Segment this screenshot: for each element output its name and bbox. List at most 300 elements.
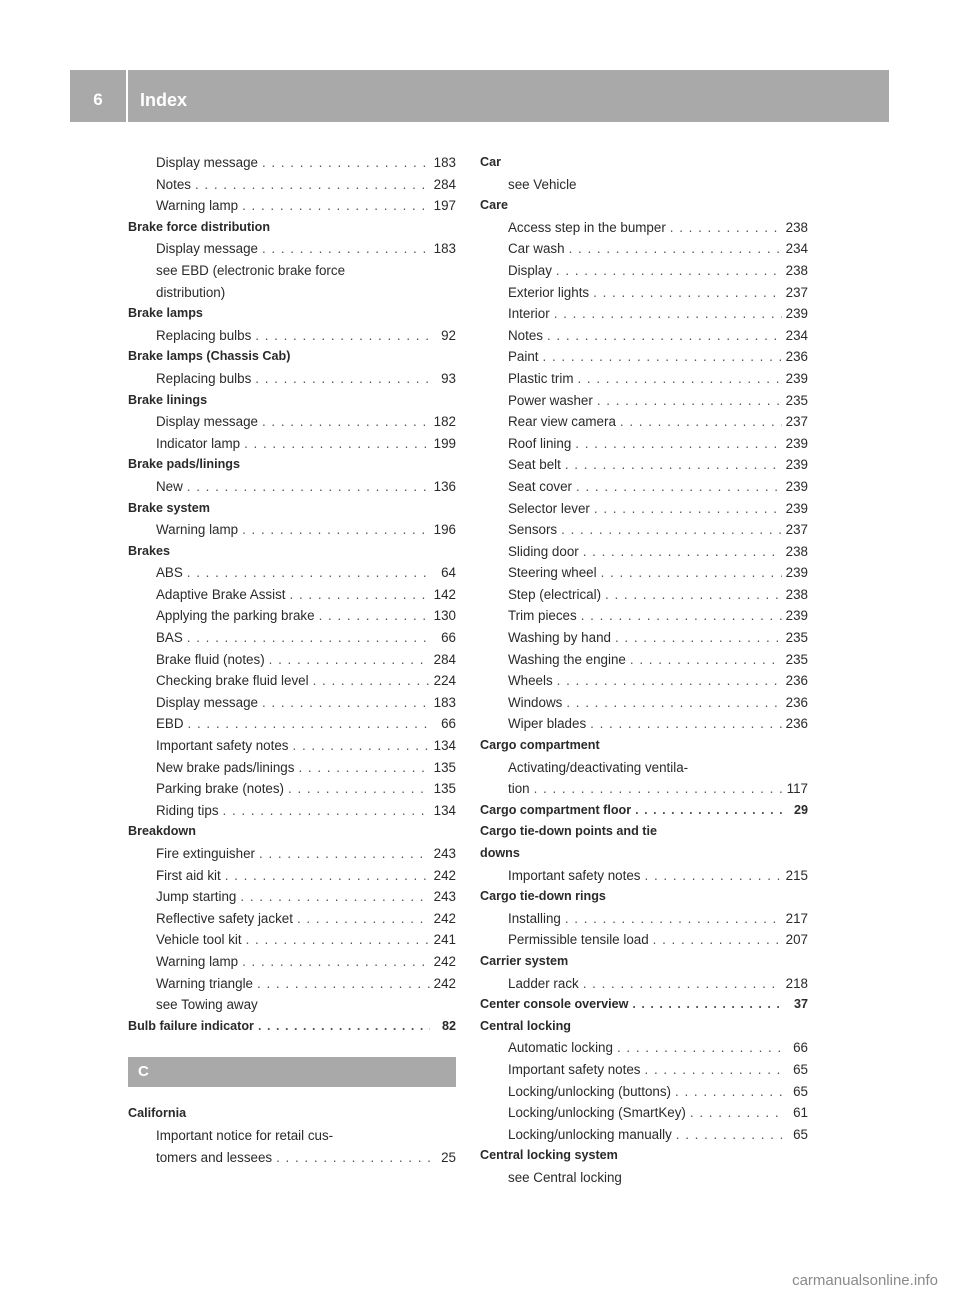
index-entry	[480, 411, 808, 433]
entry-page-number: 66	[441, 630, 456, 646]
entry-page-number: 66	[793, 1040, 808, 1056]
index-entry	[128, 649, 456, 671]
leader-dots	[257, 973, 430, 995]
leader-dots	[187, 562, 430, 584]
entry-label: Important safety notes	[508, 1061, 641, 1077]
entry-label: Display message	[156, 155, 258, 170]
entry-label: Warning triangle	[156, 975, 254, 991]
entry-page-number: 238	[785, 219, 808, 235]
entry-page-number: 135	[433, 781, 456, 797]
leader-dots	[298, 757, 429, 779]
leader-dots	[290, 584, 430, 606]
entry-label: Display message	[156, 694, 258, 710]
index-heading	[480, 152, 808, 174]
entry-page-number: 65	[793, 1083, 808, 1099]
leader-dots	[593, 282, 782, 304]
index-entry	[480, 519, 808, 541]
leader-dots	[635, 800, 782, 822]
entry-label: Display	[508, 262, 552, 278]
watermark: carmanualsonline.info	[792, 1272, 938, 1289]
entry-page-number: 207	[785, 932, 808, 948]
entry-page-number: 239	[785, 565, 808, 581]
leader-dots	[244, 433, 430, 455]
entry-page-number: 239	[785, 457, 808, 473]
index-heading	[480, 994, 808, 1016]
index-entry	[128, 757, 456, 779]
index-entry	[480, 238, 808, 260]
entry-page-number: 239	[785, 478, 808, 494]
entry-page-number: 183	[433, 694, 456, 710]
entry-label: Windows	[508, 694, 563, 710]
entry-label: Central locking	[480, 1018, 571, 1033]
entry-page-number: 93	[441, 370, 456, 386]
entry-label: Vehicle tool kit	[156, 932, 242, 948]
entry-label: Riding tips	[156, 802, 219, 818]
index-entry	[480, 346, 808, 368]
leader-dots	[583, 973, 782, 995]
page-number: 6	[70, 70, 128, 122]
index-entry	[480, 433, 808, 455]
entry-page-number: 239	[785, 608, 808, 624]
entry-page-number: 197	[433, 198, 456, 214]
entry-page-number: 183	[433, 155, 456, 170]
entry-page-number: 65	[793, 1061, 808, 1077]
entry-page-number: 66	[441, 716, 456, 732]
entry-label: First aid kit	[156, 867, 221, 883]
index-entry	[128, 670, 456, 692]
leader-dots	[645, 1059, 783, 1081]
entry-label: distribution)	[156, 284, 226, 300]
entry-label: Brake lamps (Chassis Cab)	[128, 349, 291, 364]
entry-label: Sensors	[508, 522, 558, 538]
index-heading	[480, 1016, 808, 1038]
index-heading	[480, 821, 808, 843]
index-entry	[128, 778, 456, 800]
leader-dots	[581, 605, 782, 627]
entry-label: California	[128, 1106, 187, 1121]
entry-label: Notes	[508, 327, 543, 343]
leader-dots	[557, 670, 782, 692]
entry-label: see Towing away	[156, 997, 258, 1013]
leader-dots	[223, 800, 430, 822]
entry-page-number: 134	[433, 738, 456, 754]
entry-page-number: 182	[433, 414, 456, 430]
entry-page-number: 243	[433, 846, 456, 861]
entry-label: Locking/unlocking (SmartKey)	[508, 1105, 686, 1121]
leader-dots	[620, 411, 782, 433]
index-heading	[480, 951, 808, 973]
entry-label: tion	[508, 781, 530, 797]
leader-dots	[577, 368, 781, 390]
entry-label: Bulb failure indicator	[128, 1018, 254, 1033]
entry-page-number: 215	[785, 867, 808, 883]
entry-page-number: 217	[785, 910, 808, 926]
index-entry	[128, 433, 456, 455]
leader-dots	[225, 865, 430, 887]
index-heading	[128, 1016, 456, 1038]
entry-page-number: 238	[785, 543, 808, 559]
index-entry	[480, 1059, 808, 1081]
index-entry	[128, 195, 456, 217]
index-entry	[480, 865, 808, 887]
leader-dots	[543, 346, 782, 368]
index-entry	[480, 778, 808, 800]
entry-label: Car	[480, 155, 501, 169]
leader-dots	[566, 692, 781, 714]
index-entry	[480, 282, 808, 304]
entry-label: see EBD (electronic brake force	[156, 262, 346, 278]
entry-page-number: 218	[785, 975, 808, 991]
entry-label: Replacing bulbs	[156, 327, 252, 343]
index-heading	[128, 346, 456, 368]
leader-dots	[319, 605, 430, 627]
leader-dots	[242, 951, 430, 973]
index-heading	[128, 303, 456, 325]
index-entry	[480, 368, 808, 390]
entry-label: Trim pieces	[508, 608, 577, 624]
index-entry	[128, 368, 456, 390]
index-entry	[128, 325, 456, 347]
leader-dots	[242, 195, 430, 217]
entry-label: Checking brake fluid level	[156, 673, 309, 689]
entry-label: Jump starting	[156, 889, 237, 905]
index-heading	[480, 886, 808, 908]
entry-label: Plastic trim	[508, 370, 574, 386]
entry-label: Important notice for retail cus-	[156, 1127, 334, 1143]
index-entry	[480, 217, 808, 239]
index-entry	[128, 865, 456, 887]
entry-page-number: 243	[433, 889, 456, 905]
leader-dots	[255, 368, 430, 390]
index-entry	[128, 174, 456, 196]
leader-dots	[561, 519, 782, 541]
entry-page-number: 239	[785, 500, 808, 516]
entry-label: Brakes	[128, 543, 171, 558]
entry-label: Interior	[508, 306, 550, 322]
page-title: Index	[140, 90, 188, 110]
index-entry	[128, 152, 456, 174]
entry-label: Adaptive Brake Assist	[156, 586, 286, 602]
entry-page-number: 29	[793, 802, 808, 817]
entry-page-number: 242	[433, 953, 456, 969]
index-entry	[480, 584, 808, 606]
entry-page-number: 135	[433, 759, 456, 775]
entry-page-number: 236	[785, 349, 808, 365]
entry-label: BAS	[156, 630, 183, 646]
entry-label: tomers and lessees	[156, 1149, 273, 1165]
entry-label: Center console overview	[480, 997, 629, 1012]
entry-label: Central locking system	[480, 1148, 618, 1163]
entry-label: Ladder rack	[508, 975, 579, 991]
entry-label: see Central locking	[508, 1169, 622, 1185]
leader-dots	[653, 929, 782, 951]
entry-page-number: 284	[433, 176, 456, 192]
entry-label: EBD	[156, 716, 184, 732]
index-entry	[128, 994, 456, 1016]
entry-label: Paint	[508, 349, 539, 365]
index-entry	[480, 390, 808, 412]
entry-page-number: 142	[433, 586, 456, 602]
leader-dots	[675, 1081, 782, 1103]
entry-label: Brake linings	[128, 392, 208, 407]
index-entry	[128, 519, 456, 541]
leader-dots	[670, 217, 782, 239]
entry-label: Rear view camera	[508, 414, 616, 430]
entry-page-number: 236	[785, 673, 808, 689]
index-heading	[128, 390, 456, 412]
entry-page-number: 65	[793, 1126, 808, 1142]
index-heading	[128, 217, 456, 239]
entry-label: Activating/deactivating ventila-	[508, 759, 689, 775]
leader-dots	[195, 174, 430, 196]
index-entry	[480, 1102, 808, 1124]
entry-label: Power washer	[508, 392, 593, 408]
index-heading	[128, 498, 456, 520]
index-heading	[480, 1145, 808, 1167]
entry-label: Applying the parking brake	[156, 608, 315, 624]
entry-page-number: 242	[433, 975, 456, 991]
index-entry	[128, 562, 456, 584]
index-list-right	[480, 152, 808, 1189]
index-entry	[480, 325, 808, 347]
index-entry	[128, 843, 456, 865]
entry-label: Car wash	[508, 241, 565, 257]
entry-label: Selector lever	[508, 500, 590, 516]
entry-page-number: 238	[785, 262, 808, 278]
leader-dots	[569, 238, 782, 260]
index-entry	[480, 1081, 808, 1103]
entry-label: Warning lamp	[156, 953, 239, 969]
entry-label: Brake pads/linings	[128, 457, 240, 472]
entry-label: Warning lamp	[156, 198, 239, 214]
leader-dots	[601, 562, 782, 584]
leader-dots	[187, 627, 430, 649]
index-entry	[128, 886, 456, 908]
index-heading	[128, 821, 456, 843]
leader-dots	[242, 519, 430, 541]
index-entry	[128, 476, 456, 498]
leader-dots	[676, 1124, 782, 1146]
entry-label: Automatic locking	[508, 1040, 613, 1056]
entry-page-number: 239	[785, 370, 808, 386]
entry-page-number: 224	[433, 673, 456, 689]
index-entry	[480, 670, 808, 692]
index-heading	[480, 195, 808, 217]
entry-page-number: 235	[785, 651, 808, 667]
index-entry	[480, 541, 808, 563]
entry-label: see Vehicle	[508, 176, 577, 192]
leader-dots	[556, 260, 782, 282]
index-list-left	[128, 152, 456, 1037]
index-entry	[128, 713, 456, 735]
leader-dots	[534, 778, 782, 800]
entry-page-number: 234	[785, 327, 808, 343]
leader-dots	[187, 476, 430, 498]
index-entry	[128, 735, 456, 757]
leader-dots	[297, 908, 430, 930]
leader-dots	[259, 843, 430, 865]
leader-dots	[597, 390, 782, 412]
index-list-left-c	[128, 1103, 456, 1168]
index-entry	[128, 951, 456, 973]
entry-label: Sliding door	[508, 543, 579, 559]
entry-label: Locking/unlocking (buttons)	[508, 1083, 672, 1099]
leader-dots	[615, 627, 782, 649]
index-entry	[128, 800, 456, 822]
leader-dots	[547, 325, 782, 347]
entry-page-number: 239	[785, 435, 808, 451]
entry-label: Display message	[156, 241, 258, 257]
entry-label: Important safety notes	[156, 738, 289, 754]
entry-page-number: 130	[433, 608, 456, 624]
entry-label: Wiper blades	[508, 716, 587, 732]
index-entry	[128, 605, 456, 627]
entry-label: Washing the engine	[508, 651, 626, 667]
entry-label: Brake fluid (notes)	[156, 651, 265, 667]
leader-dots	[262, 411, 430, 433]
index-entry	[480, 627, 808, 649]
index-entry	[480, 1167, 808, 1189]
entry-label: Brake lamps	[128, 306, 203, 321]
entry-label: New brake pads/linings	[156, 759, 295, 775]
entry-label: Cargo compartment	[480, 738, 600, 753]
leader-dots	[288, 778, 430, 800]
index-entry	[128, 260, 456, 282]
entry-label: Brake system	[128, 500, 210, 515]
leader-dots	[188, 713, 430, 735]
leader-dots	[576, 476, 782, 498]
index-entry	[480, 1124, 808, 1146]
entry-page-number: 196	[433, 522, 456, 538]
index-heading	[480, 800, 808, 822]
entry-page-number: 236	[785, 716, 808, 732]
entry-page-number: 134	[433, 802, 456, 818]
leader-dots	[276, 1147, 430, 1169]
entry-label: Notes	[156, 176, 191, 192]
leader-dots	[554, 303, 782, 325]
entry-label: Reflective safety jacket	[156, 910, 293, 926]
entry-page-number: 82	[441, 1018, 456, 1033]
entry-label: Permissible tensile load	[508, 932, 649, 948]
leader-dots	[630, 649, 782, 671]
entry-page-number: 235	[785, 392, 808, 408]
index-entry	[128, 282, 456, 304]
entry-page-number: 242	[433, 910, 456, 926]
leader-dots	[594, 498, 782, 520]
leader-dots	[293, 735, 430, 757]
index-entry	[128, 411, 456, 433]
leader-dots	[690, 1102, 782, 1124]
entry-label: Cargo tie-down rings	[480, 889, 606, 904]
entry-label: Seat belt	[508, 457, 561, 473]
leader-dots	[262, 152, 430, 174]
leader-dots	[262, 238, 430, 260]
entry-label: Care	[480, 198, 509, 213]
index-heading	[128, 1103, 456, 1125]
index-entry	[128, 1147, 456, 1169]
entry-label: New	[156, 478, 183, 494]
entry-page-number: 37	[793, 997, 808, 1012]
entry-page-number: 61	[793, 1105, 808, 1121]
entry-label: Important safety notes	[508, 867, 641, 883]
entry-label: Cargo compartment floor	[480, 802, 632, 817]
page-header	[70, 70, 889, 122]
entry-page-number: 235	[785, 630, 808, 646]
index-entry	[480, 498, 808, 520]
entry-label: Brake force distribution	[128, 219, 271, 234]
entry-label: Access step in the bumper	[508, 219, 666, 235]
entry-label: Display message	[156, 414, 258, 430]
index-entry	[128, 973, 456, 995]
entry-page-number: 92	[441, 327, 456, 343]
entry-label: Wheels	[508, 673, 553, 689]
index-entry	[128, 908, 456, 930]
leader-dots	[313, 670, 430, 692]
entry-label: Parking brake (notes)	[156, 781, 285, 797]
entry-page-number: 136	[433, 478, 456, 494]
entry-page-number: 241	[433, 932, 456, 948]
leader-dots	[575, 433, 781, 455]
index-entry	[480, 973, 808, 995]
entry-page-number: 64	[441, 565, 456, 581]
entry-label: Roof lining	[508, 435, 572, 451]
entry-label: Locking/unlocking manually	[508, 1126, 672, 1142]
entry-label: Warning lamp	[156, 522, 239, 538]
index-entry	[480, 562, 808, 584]
leader-dots	[269, 649, 430, 671]
entry-label: Steering wheel	[508, 565, 597, 581]
index-entry	[128, 238, 456, 260]
leader-dots	[565, 908, 782, 930]
entry-label: downs	[480, 846, 520, 860]
index-entry	[480, 908, 808, 930]
index-column-left	[128, 152, 456, 1168]
index-entry	[480, 476, 808, 498]
entry-page-number: 238	[785, 586, 808, 602]
entry-label: ABS	[156, 565, 183, 581]
entry-page-number: 237	[785, 522, 808, 538]
entry-label: Carrier system	[480, 953, 569, 968]
leader-dots	[645, 865, 782, 887]
entry-page-number: 183	[433, 241, 456, 257]
index-entry	[480, 929, 808, 951]
index-entry	[480, 692, 808, 714]
index-heading	[480, 843, 808, 865]
entry-label: Exterior lights	[508, 284, 590, 300]
entry-page-number: 237	[785, 284, 808, 300]
leader-dots	[617, 1037, 782, 1059]
entry-page-number: 242	[433, 867, 456, 883]
entry-page-number: 117	[786, 781, 808, 797]
index-entry	[128, 692, 456, 714]
index-column-right	[480, 152, 808, 1189]
index-entry	[480, 757, 808, 779]
entry-label: Indicator lamp	[156, 435, 241, 451]
index-entry	[480, 713, 808, 735]
index-entry	[480, 649, 808, 671]
leader-dots	[255, 325, 430, 347]
entry-page-number: 25	[441, 1149, 456, 1165]
section-letter-bar: C	[128, 1057, 456, 1087]
entry-page-number: 237	[785, 414, 808, 430]
entry-page-number: 284	[433, 651, 456, 667]
entry-label: Breakdown	[128, 824, 196, 839]
leader-dots	[605, 584, 782, 606]
leader-dots	[262, 692, 430, 714]
entry-label: Fire extinguisher	[156, 846, 255, 861]
index-entry	[480, 605, 808, 627]
index-entry	[480, 303, 808, 325]
